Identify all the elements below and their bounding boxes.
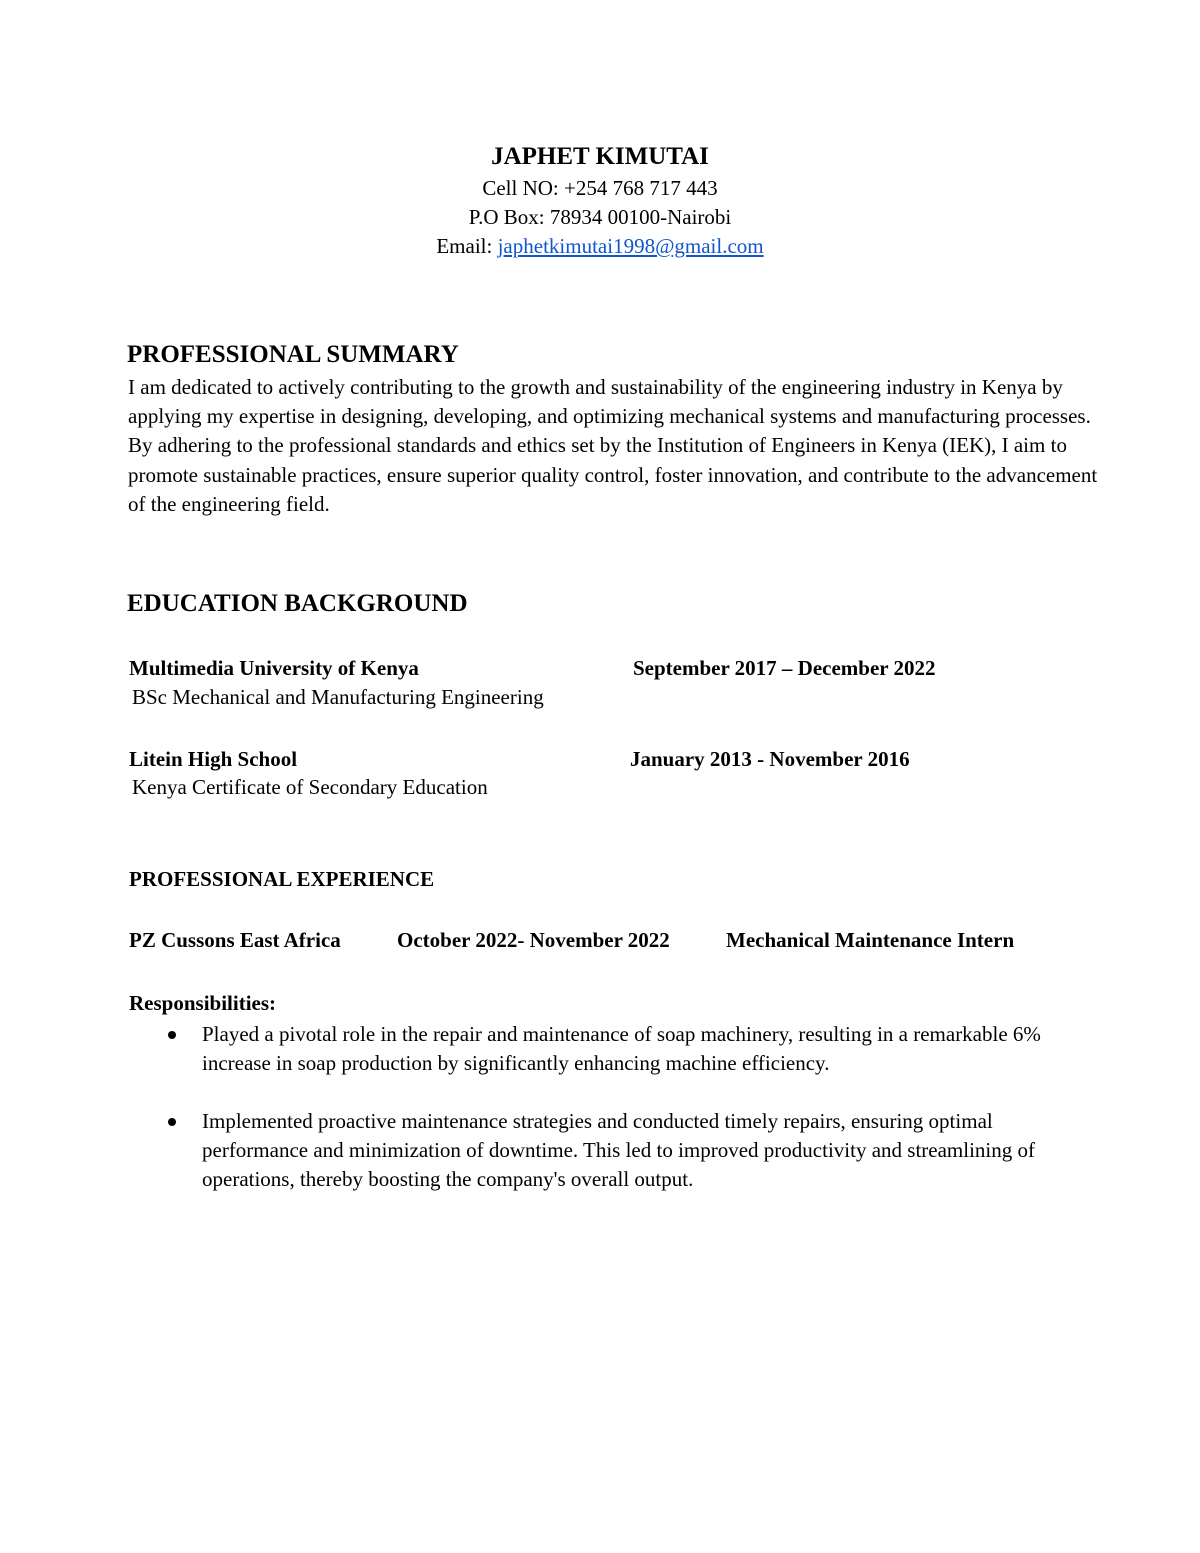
experience-role: Mechanical Maintenance Intern — [726, 928, 1015, 952]
education-institution: Litein High School — [129, 747, 298, 771]
education-heading: EDUCATION BACKGROUND — [127, 590, 468, 617]
summary-text: I am dedicated to actively contributing to the growth and sustainability of the engineering industry in Kenya by applying my expertise in designing, developing, and optimizing mechanical systems and manufacturing processes. By adhering to the professional standards and ethics set by the Institution of Engineers in Kenya (IEK), I aim to promote sustainable practices, ensure superior quality control, foster innovation, and contribute to the advancement of the engineering field. — [128, 375, 1098, 516]
responsibility-text: Implemented proactive maintenance strategies and conducted timely repairs, ensuring optimal performance and minimization of downtime. This led to improved productivity and streamlining of operations, thereby boosting the company's overall output. — [202, 1109, 1036, 1191]
email-link[interactable]: japhetkimutai1998@gmail.com — [497, 234, 764, 258]
education-institution: Multimedia University of Kenya — [129, 656, 419, 680]
po-box: P.O Box: 78934 00100-Nairobi — [468, 205, 732, 229]
experience-dates: October 2022- November 2022 — [397, 928, 670, 952]
experience-company: PZ Cussons East Africa — [129, 928, 341, 952]
experience-heading: PROFESSIONAL EXPERIENCE — [129, 867, 435, 891]
education-dates: September 2017 – December 2022 — [633, 656, 936, 680]
education-dates: January 2013 - November 2016 — [630, 747, 910, 771]
email-label: Email: — [436, 234, 498, 258]
responsibilities-label: Responsibilities: — [129, 991, 277, 1015]
bullet-icon — [168, 1118, 176, 1126]
list-item — [160, 1020, 1090, 1078]
education-qualification: Kenya Certificate of Secondary Education — [132, 775, 488, 799]
education-qualification: BSc Mechanical and Manufacturing Engineering — [132, 685, 544, 709]
candidate-name: JAPHET KIMUTAI — [491, 143, 709, 170]
summary-heading: PROFESSIONAL SUMMARY — [127, 341, 459, 368]
email-line — [0, 232, 1200, 261]
cell-number: Cell NO: +254 768 717 443 — [482, 176, 718, 200]
responsibilities-list — [160, 1020, 1090, 1194]
list-item — [160, 1107, 1090, 1194]
resume-header — [0, 140, 1200, 261]
bullet-icon — [168, 1031, 176, 1039]
responsibility-text: Played a pivotal role in the repair and maintenance of soap machinery, resulting in a remarkable 6% increase in soap production by significantly enhancing machine efficiency. — [202, 1022, 1041, 1075]
